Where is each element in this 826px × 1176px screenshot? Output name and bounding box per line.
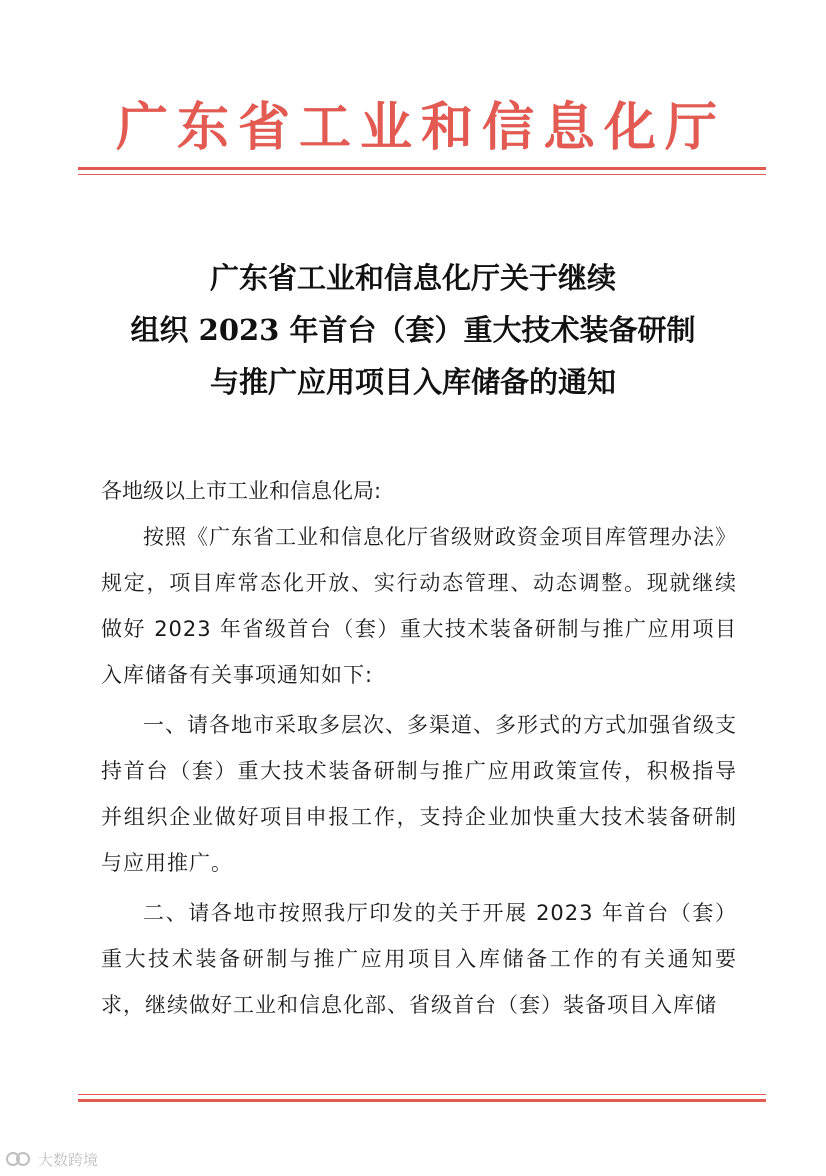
- paragraph-item-1: 一、请各地市采取多层次、多渠道、多形式的方式加强省级支持首台（套）重大技术装备研制与推广应用政策宣传，积极指导并组织企业做好项目申报工作，支持企业加快重大技术装备研制与应用推广。: [101, 713, 737, 875]
- rule-thick-line: [78, 167, 766, 170]
- document-body: [101, 468, 737, 1028]
- title-line-1: 广东省工业和信息化厅关于继续: [209, 261, 616, 295]
- footer-red-rule: [78, 1094, 766, 1110]
- title-line-3: 与推广应用项目入库储备的通知: [209, 365, 616, 399]
- watermark-logo-icon: [4, 1149, 34, 1169]
- watermark-label: 大数跨境: [38, 1150, 99, 1169]
- rule-thick-line: [78, 1099, 766, 1102]
- letterhead-red-rule: [78, 167, 766, 179]
- letterhead-org-name: 广东省工业和信息化厅: [115, 97, 726, 158]
- paragraph-item-2: 二、请各地市按照我厅印发的关于开展 2023 年首台（套）重大技术装备研制与推广应用项目入库储备工作的有关通知要求，继续做好工业和信息化部、省级首台（套）装备项目入库储: [101, 901, 737, 1017]
- rule-thin-line: [78, 1094, 766, 1095]
- rule-thin-line: [78, 174, 766, 175]
- title-line-2: 组织 2023 年首台（套）重大技术装备研制: [130, 313, 696, 347]
- watermark: [4, 1146, 98, 1172]
- paragraph-intro: 按照《广东省工业和信息化厅省级财政资金项目库管理办法》规定，项目库常态化开放、实行动态管理、动态调整。现就继续做好 2023 年省级首台（套）重大技术装备研制与推广应用项目入库储备有关事项通知如下:: [101, 525, 737, 687]
- document-title: [78, 252, 748, 408]
- salutation: 各地级以上市工业和信息化局:: [101, 479, 382, 503]
